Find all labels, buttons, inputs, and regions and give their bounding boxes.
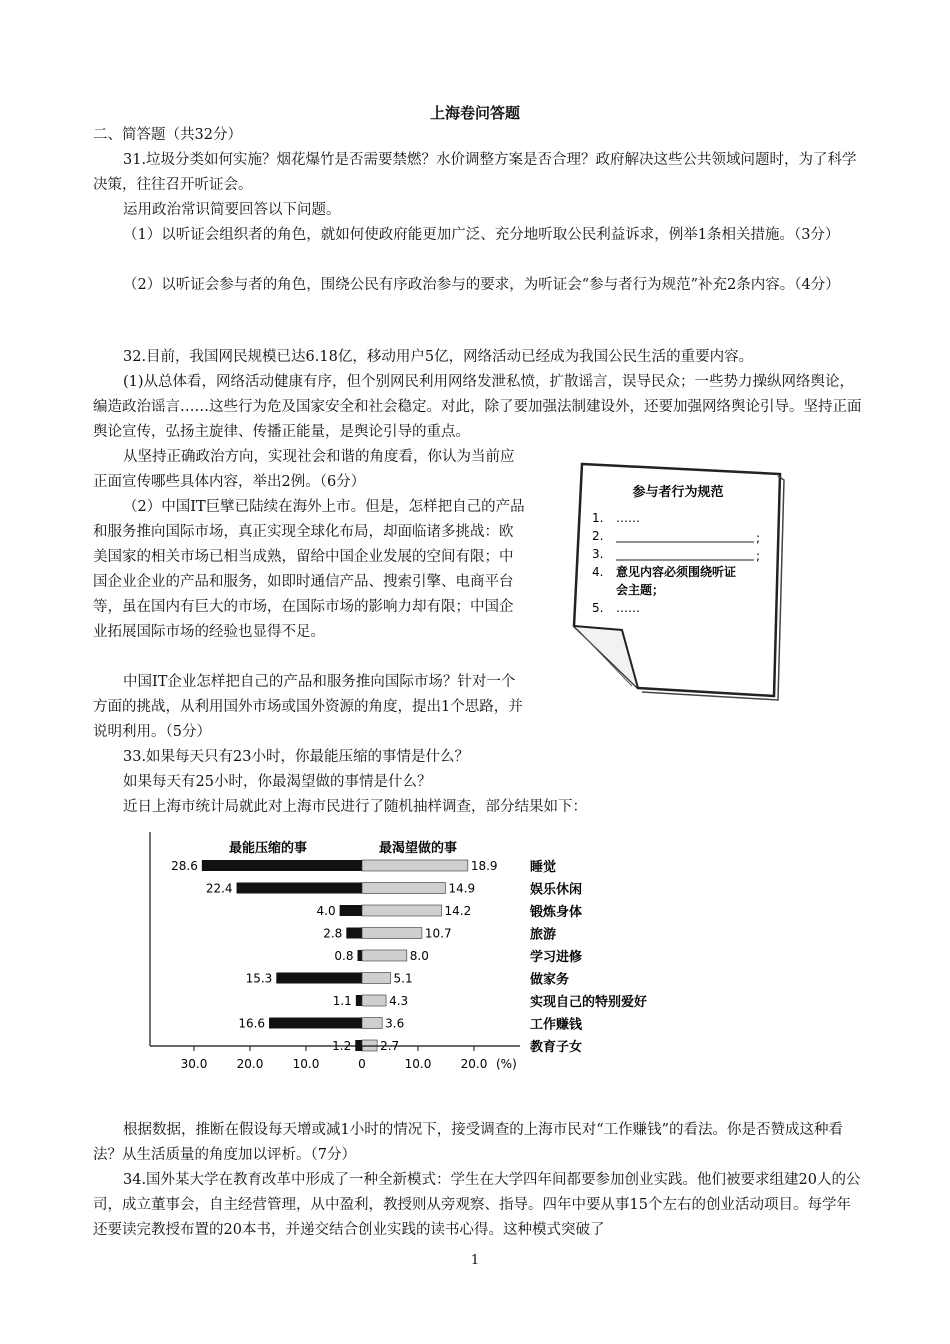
- bar-compress-7: [269, 1018, 362, 1029]
- category-label-1: 娱乐休闲: [530, 882, 583, 898]
- figure-item-4-text-cont: 会主题；: [616, 583, 665, 597]
- category-label-0: 睡觉: [530, 860, 557, 875]
- x-tick-label-0: 30.0: [180, 1057, 208, 1071]
- q33-line1: 33.如果每天只有23小时，你最能压缩的事情是什么？: [123, 749, 470, 765]
- bar-desire-3: [362, 928, 422, 939]
- survey-chart-svg: [140, 832, 700, 1082]
- figure-item-2-num: 2.: [592, 529, 604, 543]
- value-label-compress-8: 1.2: [332, 1039, 352, 1053]
- bar-desire-7: [362, 1018, 382, 1029]
- value-label-desire-8: 2.7: [380, 1039, 400, 1053]
- category-label-4: 学习进修: [530, 950, 583, 965]
- value-label-compress-4: 0.8: [334, 949, 354, 963]
- bar-desire-6: [362, 995, 386, 1006]
- x-tick-label-2: 10.0: [292, 1057, 320, 1071]
- legend-left-label: 最能压缩的事: [228, 841, 308, 856]
- figure-item-4-text: 意见内容必须围绕听证: [616, 565, 737, 579]
- bar-compress-3: [346, 928, 362, 939]
- x-tick-label-3: 0: [358, 1057, 366, 1071]
- value-label-desire-3: 10.7: [424, 926, 452, 941]
- figure-item-3-num: 3.: [592, 547, 604, 561]
- value-label-desire-1: 14.9: [448, 881, 476, 896]
- q32-stem: 32.目前，我国网民规模已达6.18亿，移动用户5亿，网络活动已经成为我国公民生活的重要内容。: [123, 349, 754, 365]
- q31-stem: 31.垃圾分类如何实施？烟花爆竹是否需要禁燃？水价调整方案是否合理？政府解决这些公共领域问题时，为了科学决策，往往召开听证会。: [93, 152, 857, 193]
- document-title: 上海卷问答题: [429, 104, 520, 122]
- conduct-norms-figure: [568, 458, 788, 718]
- page-number: 1: [470, 1253, 480, 1268]
- value-label-desire-5: 5.1: [393, 971, 413, 986]
- value-label-desire-4: 8.0: [409, 949, 429, 963]
- category-label-7: 工作赚钱: [530, 1017, 583, 1033]
- category-label-3: 旅游: [530, 927, 557, 943]
- bar-compress-6: [356, 995, 362, 1006]
- legend-right-label: 最渴望做的事: [378, 841, 458, 856]
- value-label-compress-2: 4.0: [316, 904, 336, 918]
- figure-item-5-ellipsis: ……: [616, 601, 640, 615]
- q33-question: 根据数据，推断在假设每天增或减1小时的情况下，接受调查的上海市民对“工作赚钱”的看法。你是否赞成这种看法？从生活质量的角度加以评析。（7分）: [93, 1122, 844, 1163]
- q34-text: 34.国外某大学在教育改革中形成了一种全新模式：学生在大学四年间都要参加创业实践。他们被要求组建20人的公司，成立董事会，自主经营管理，从中盈利，教授则从旁观察、指导。四年中要从事15个左右的创业活动项目。每学年还要读完教授布置的20本书，并递交结合创业实践的读书心得。这种模式突破了: [93, 1172, 861, 1238]
- value-label-compress-6: 1.1: [332, 994, 352, 1008]
- bar-desire-0: [362, 860, 468, 871]
- value-label-desire-7: 3.6: [385, 1016, 405, 1031]
- value-label-desire-6: 4.3: [389, 994, 409, 1008]
- figure-title: 参与者行为规范: [632, 485, 724, 500]
- bar-compress-0: [202, 860, 362, 871]
- q32-part2-question: 中国IT企业怎样把自己的产品和服务推向国际市场？针对一个方面的挑战，从利用国外市场或国外资源的角度，提出1个思路，并说明利用。（5分）: [93, 674, 523, 740]
- q32-part2: （2）中国IT巨擘已陆续在海外上市。但是，怎样把自己的产品和服务推向国际市场，真正实现全球化布局，却面临诸多挑战：欧美国家的相关市场已相当成熟，留给中国企业发展的空间有限；中国企业企业的产品和服务，如即时通信产品、搜索引擎、电商平台等，虽在国内有巨大的市场，在国际市场的影响力却有限；中国企业拓展国际市场的经验也显得不足。: [93, 499, 525, 640]
- value-label-compress-5: 15.3: [245, 971, 273, 986]
- bar-compress-5: [276, 973, 362, 984]
- bar-desire-5: [362, 973, 391, 984]
- category-label-8: 教育子女: [530, 1040, 583, 1055]
- q33-line2: 如果每天有25小时，你最渴望做的事情是什么？: [123, 774, 432, 790]
- category-label-2: 锻炼身体: [530, 905, 583, 920]
- category-label-6: 实现自己的特别爱好: [530, 995, 648, 1010]
- value-label-desire-2: 14.2: [444, 904, 472, 918]
- q31-part2: （2）以听证会参与者的角色，围绕公民有序政治参与的要求，为听证会“参与者行为规范”补充2条内容。（4分）: [123, 277, 840, 293]
- x-tick-label-1: 20.0: [236, 1057, 264, 1071]
- bar-desire-4: [362, 950, 407, 961]
- figure-item-3-end: ;: [756, 549, 761, 563]
- q31-instruction: 运用政治常识简要回答以下问题。: [123, 202, 341, 218]
- q33-line3: 近日上海市统计局就此对上海市民进行了随机抽样调查，部分结果如下：: [123, 799, 587, 815]
- bar-desire-1: [362, 883, 445, 894]
- value-label-compress-3: 2.8: [323, 926, 343, 941]
- value-label-compress-7: 16.6: [238, 1016, 266, 1031]
- value-label-compress-1: 22.4: [205, 881, 233, 896]
- q31-part1: （1）以听证会组织者的角色，就如何使政府能更加广泛、充分地听取公民利益诉求，例举1条相关措施。（3分）: [123, 227, 840, 243]
- bar-compress-1: [237, 883, 362, 894]
- value-label-desire-0: 18.9: [470, 859, 498, 873]
- figure-item-1-ellipsis: ……: [616, 511, 640, 525]
- x-tick-label-4: 10.0: [404, 1057, 432, 1071]
- section-heading: 二、简答题（共32分）: [93, 127, 242, 143]
- q32-part1: (1)从总体看，网络活动健康有序，但个别网民利用网络发泄私愤，扩散谣言，误导民众；一些势力操纵网络舆论，编造政治谣言……这些行为危及国家安全和社会稳定。对此，除了要加强法制建设外，还要加强网络舆论引导。坚持正面舆论宣传，弘扬主旋律、传播正能量，是舆论引导的重点。: [93, 374, 862, 440]
- bar-compress-4: [358, 950, 362, 961]
- x-axis-unit: (%): [496, 1057, 517, 1071]
- figure-item-4-num: 4.: [592, 565, 604, 579]
- category-label-5: 做家务: [530, 972, 570, 988]
- bar-desire-2: [362, 905, 442, 916]
- figure-item-2-end: ;: [756, 531, 761, 545]
- q32-part1-question: 从坚持正确政治方向，实现社会和谐的角度看，你认为当前应正面宣传哪些具体内容，举出2例。（6分）: [93, 449, 515, 490]
- value-label-compress-0: 28.6: [171, 859, 198, 873]
- figure-item-5-num: 5.: [592, 601, 604, 615]
- survey-chart: [140, 832, 700, 1082]
- bar-compress-2: [340, 905, 362, 916]
- x-tick-label-5: 20.0: [460, 1057, 488, 1071]
- figure-item-1-num: 1.: [592, 511, 604, 525]
